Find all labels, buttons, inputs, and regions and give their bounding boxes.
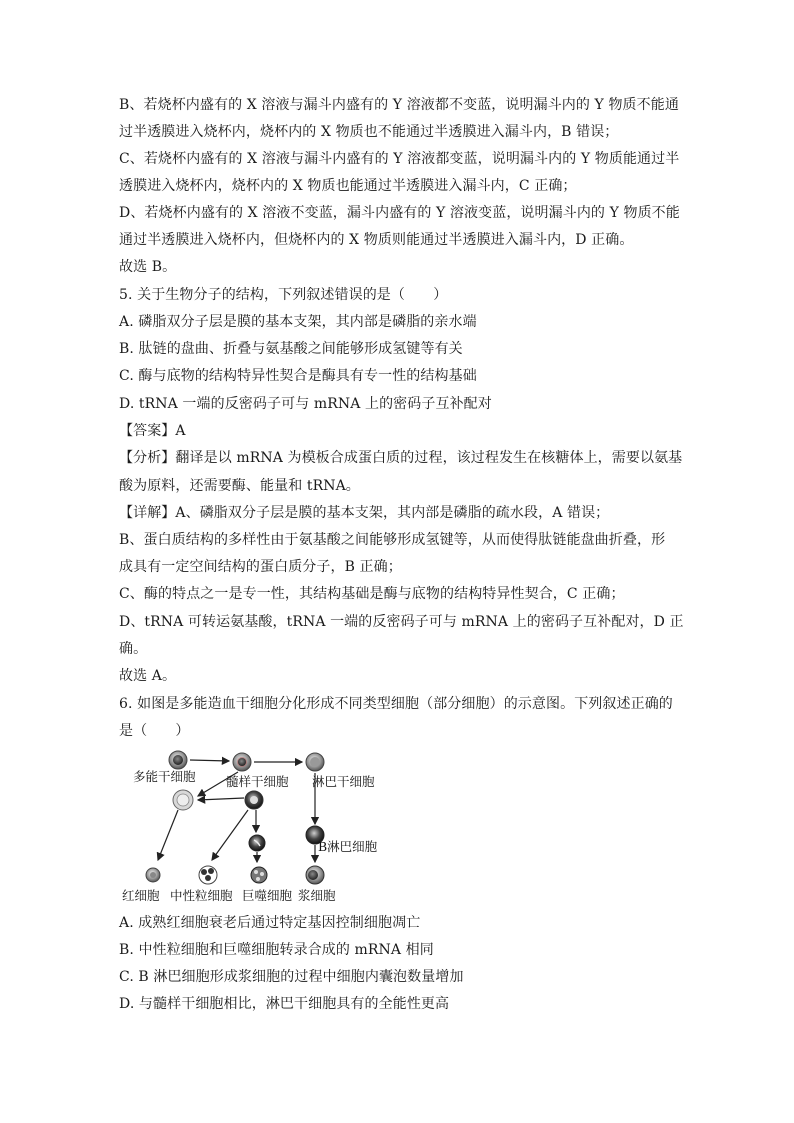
q6-option-a: A. 成熟红细胞衰老后通过特定基因控制细胞凋亡 xyxy=(119,915,421,931)
arrow-to-erythroid xyxy=(198,798,244,800)
red-blood-cell-icon xyxy=(146,868,160,882)
text-line: 透膜进入烧杯内，烧杯内的 X 物质也能通过半透膜进入漏斗内，C 正确； xyxy=(119,178,577,194)
q6-option-d: D. 与髓样干细胞相比，淋巴干细胞具有的全能性更高 xyxy=(119,996,450,1012)
arrow-pluripotent-to-myeloid xyxy=(190,760,229,761)
q6-option-b: B. 中性粒细胞和巨噬细胞转录合成的 mRNA 相同 xyxy=(119,942,434,958)
label-pluripotent-stem-cell: 多能干细胞 xyxy=(133,769,196,784)
text-line: 酸为原料，还需要酶、能量和 tRNA。 xyxy=(119,478,360,494)
text-line: 过半透膜进入烧杯内，烧杯内的 X 物质也不能通过半透膜进入漏斗内，B 错误； xyxy=(119,124,619,140)
text-line: 是（ ） xyxy=(119,723,190,739)
macrophage-icon xyxy=(251,867,267,883)
neutrophil-icon xyxy=(199,866,217,884)
monocyte-icon xyxy=(249,835,265,851)
text-line: D、tRNA 可转运氨基酸，tRNA 一端的反密码子可与 mRNA 上的密码子互补配对，D 正 xyxy=(119,614,684,630)
label-plasma-cell: 浆细胞 xyxy=(298,888,336,903)
q6-option-c: C. B 淋巴细胞形成浆细胞的过程中细胞内囊泡数量增加 xyxy=(119,969,464,985)
label-myeloid-stem-cell: 髓样干细胞 xyxy=(226,774,289,789)
text-line: 成具有一定空间结构的蛋白质分子，B 正确； xyxy=(119,559,402,575)
option-d: D. tRNA 一端的反密码子可与 mRNA 上的密码子互补配对 xyxy=(119,396,492,412)
erythroid-progenitor-icon xyxy=(173,790,193,810)
option-b: B. 肽链的盘曲、折叠与氨基酸之间能够形成氢键等有关 xyxy=(119,341,463,357)
myeloid-stem-cell-icon xyxy=(233,753,251,771)
question-5-stem: 5. 关于生物分子的结构，下列叙述错误的是（ ） xyxy=(119,287,448,303)
cell-differentiation-diagram xyxy=(122,748,398,908)
text-line: C、若烧杯内盛有的 X 溶液与漏斗内盛有的 Y 溶液都变蓝，说明漏斗内的 Y 物质能通过半 xyxy=(119,151,680,167)
arrow-to-rbc xyxy=(158,810,178,860)
text-line: D、若烧杯内盛有的 X 溶液不变蓝，漏斗内盛有的 Y 溶液变蓝，说明漏斗内的 Y 物质不能 xyxy=(119,205,680,221)
option-c: C. 酶与底物的结构特异性契合是酶具有专一性的结构基础 xyxy=(119,368,477,384)
label-neutrophil: 中性粒细胞 xyxy=(170,888,233,903)
text-line: 通过半透膜进入烧杯内，但烧杯内的 X 物质则能通过半透膜进入漏斗内，D 正确。 xyxy=(119,232,634,248)
text-line: 故选 A。 xyxy=(119,668,177,684)
answer-line: 【答案】A xyxy=(119,423,186,439)
arrow-to-neutrophil xyxy=(212,810,248,860)
label-b-lymphocyte: B淋巴细胞 xyxy=(318,839,378,854)
text-line: C、酶的特点之一是专一性，其结构基础是酶与底物的结构特异性契合，C 正确； xyxy=(119,586,625,602)
analysis-line: 【分析】翻译是以 mRNA 为模板合成蛋白质的过程，该过程发生在核糖体上，需要以氨基 xyxy=(119,450,683,466)
pluripotent-stem-cell-icon xyxy=(169,751,187,769)
text-line: B、若烧杯内盛有的 X 溶液与漏斗内盛有的 Y 溶液都不变蓝，说明漏斗内的 Y 物质不能通 xyxy=(119,97,679,113)
plasma-cell-icon xyxy=(306,866,324,884)
lymphoid-stem-cell-icon xyxy=(306,753,324,771)
label-red-blood-cell: 红细胞 xyxy=(122,888,160,903)
text-line: 确。 xyxy=(119,641,148,657)
granulocyte-progenitor-icon xyxy=(245,791,263,809)
option-a: A. 磷脂双分子层是膜的基本支架，其内部是磷脂的亲水端 xyxy=(119,314,477,330)
label-lymphoid-stem-cell: 淋巴干细胞 xyxy=(312,774,375,789)
label-macrophage: 巨噬细胞 xyxy=(242,888,293,903)
detail-line: 【详解】A、磷脂双分子层是膜的基本支架，其内部是磷脂的疏水段，A 错误； xyxy=(119,505,610,521)
text-line: B、蛋白质结构的多样性由于氨基酸之间能够形成氢键等，从而使得肽链能盘曲折叠，形 xyxy=(119,532,666,548)
question-6-stem: 6. 如图是多能造血干细胞分化形成不同类型细胞（部分细胞）的示意图。下列叙述正确的 xyxy=(119,696,673,712)
text-line: 故选 B。 xyxy=(119,259,177,275)
